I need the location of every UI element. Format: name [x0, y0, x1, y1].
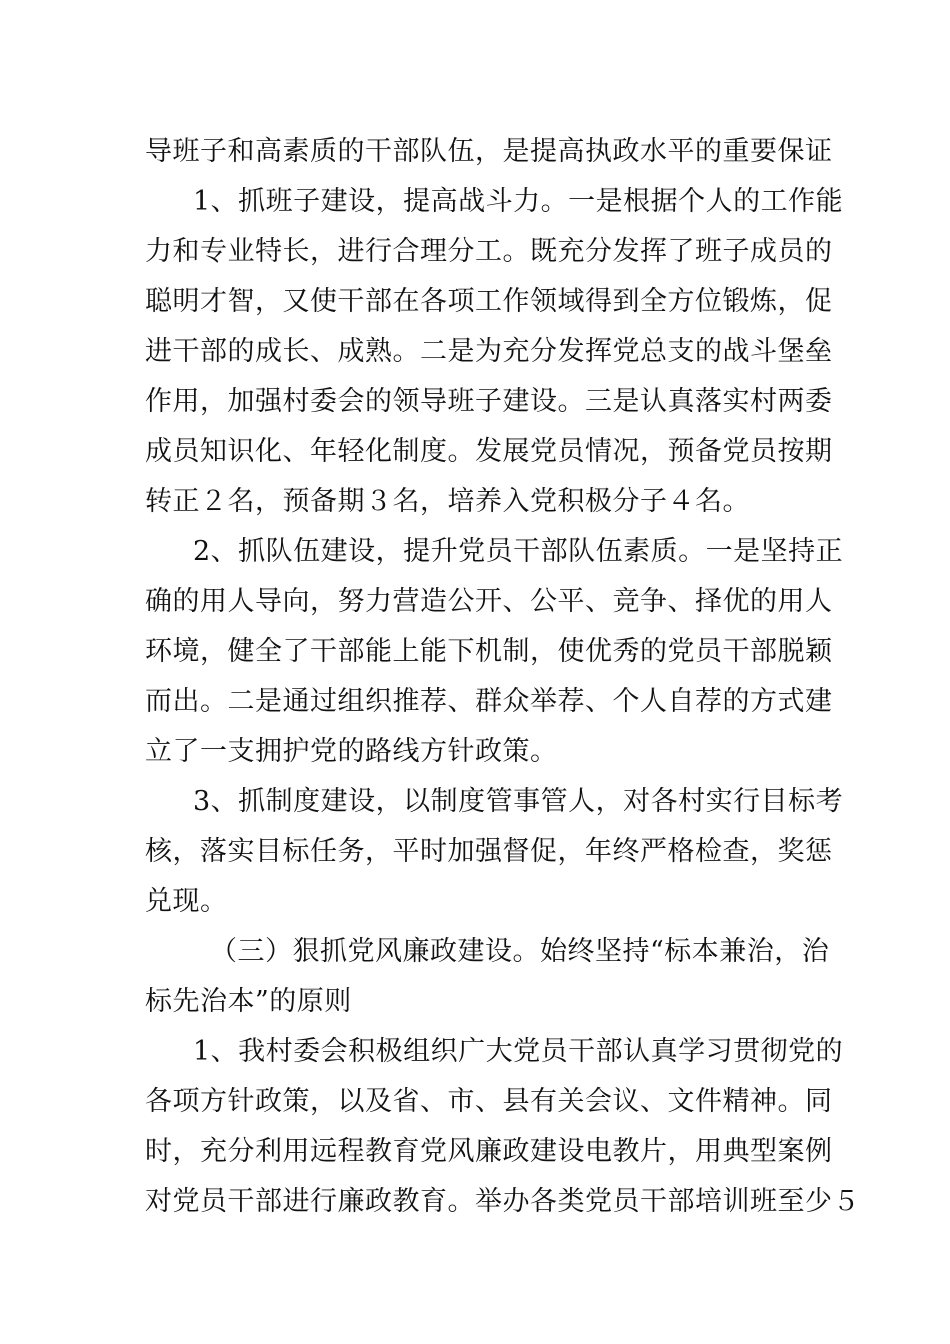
- text-line: 而出。二是通过组织推荐、群众举荐、个人自荐的方式建: [145, 686, 833, 717]
- text-line: 1、抓班子建设，提高战斗力。一是根据个人的工作能: [193, 186, 844, 217]
- text-line: 转正２名，预备期３名，培养入党积极分子４名。: [145, 486, 750, 517]
- text-line: 成员知识化、年轻化制度。发展党员情况，预备党员按期: [145, 436, 833, 467]
- text-line: 时，充分利用远程教育党风廉政建设电教片，用典型案例: [145, 1136, 833, 1167]
- text-line: 3、抓制度建设，以制度管事管人，对各村实行目标考: [193, 786, 844, 817]
- text-line: 作用，加强村委会的领导班子建设。三是认真落实村两委: [145, 386, 833, 417]
- text-line: 环境，健全了干部能上能下机制，使优秀的党员干部脱颖: [145, 636, 833, 667]
- section-heading-continuation: 标先治本”的原则: [145, 986, 352, 1017]
- text-line: 1、我村委会积极组织广大党员干部认真学习贯彻党的: [193, 1036, 844, 1067]
- text-line: 兑现。: [145, 886, 228, 917]
- text-line: 核，落实目标任务，平时加强督促，年终严格检查，奖惩: [145, 836, 833, 867]
- text-line: 导班子和高素质的干部队伍，是提高执政水平的重要保证: [145, 136, 833, 167]
- text-line: 各项方针政策，以及省、市、县有关会议、文件精神。同: [145, 1086, 833, 1117]
- text-line: 2、抓队伍建设，提升党员干部队伍素质。一是坚持正: [193, 536, 844, 567]
- text-line: 立了一支拥护党的路线方针政策。: [145, 736, 558, 767]
- text-line: 进干部的成长、成熟。二是为充分发挥党总支的战斗堡垒: [145, 336, 833, 367]
- text-line: 对党员干部进行廉政教育。举办各类党员干部培训班至少５: [145, 1186, 860, 1217]
- section-heading: （三）狠抓党风廉政建设。始终坚持“标本兼治，治: [210, 936, 830, 967]
- text-line: 确的用人导向，努力营造公开、公平、竞争、择优的用人: [145, 586, 833, 617]
- text-line: 力和专业特长，进行合理分工。既充分发挥了班子成员的: [145, 236, 833, 267]
- text-line: 聪明才智，又使干部在各项工作领域得到全方位锻炼，促: [145, 286, 833, 317]
